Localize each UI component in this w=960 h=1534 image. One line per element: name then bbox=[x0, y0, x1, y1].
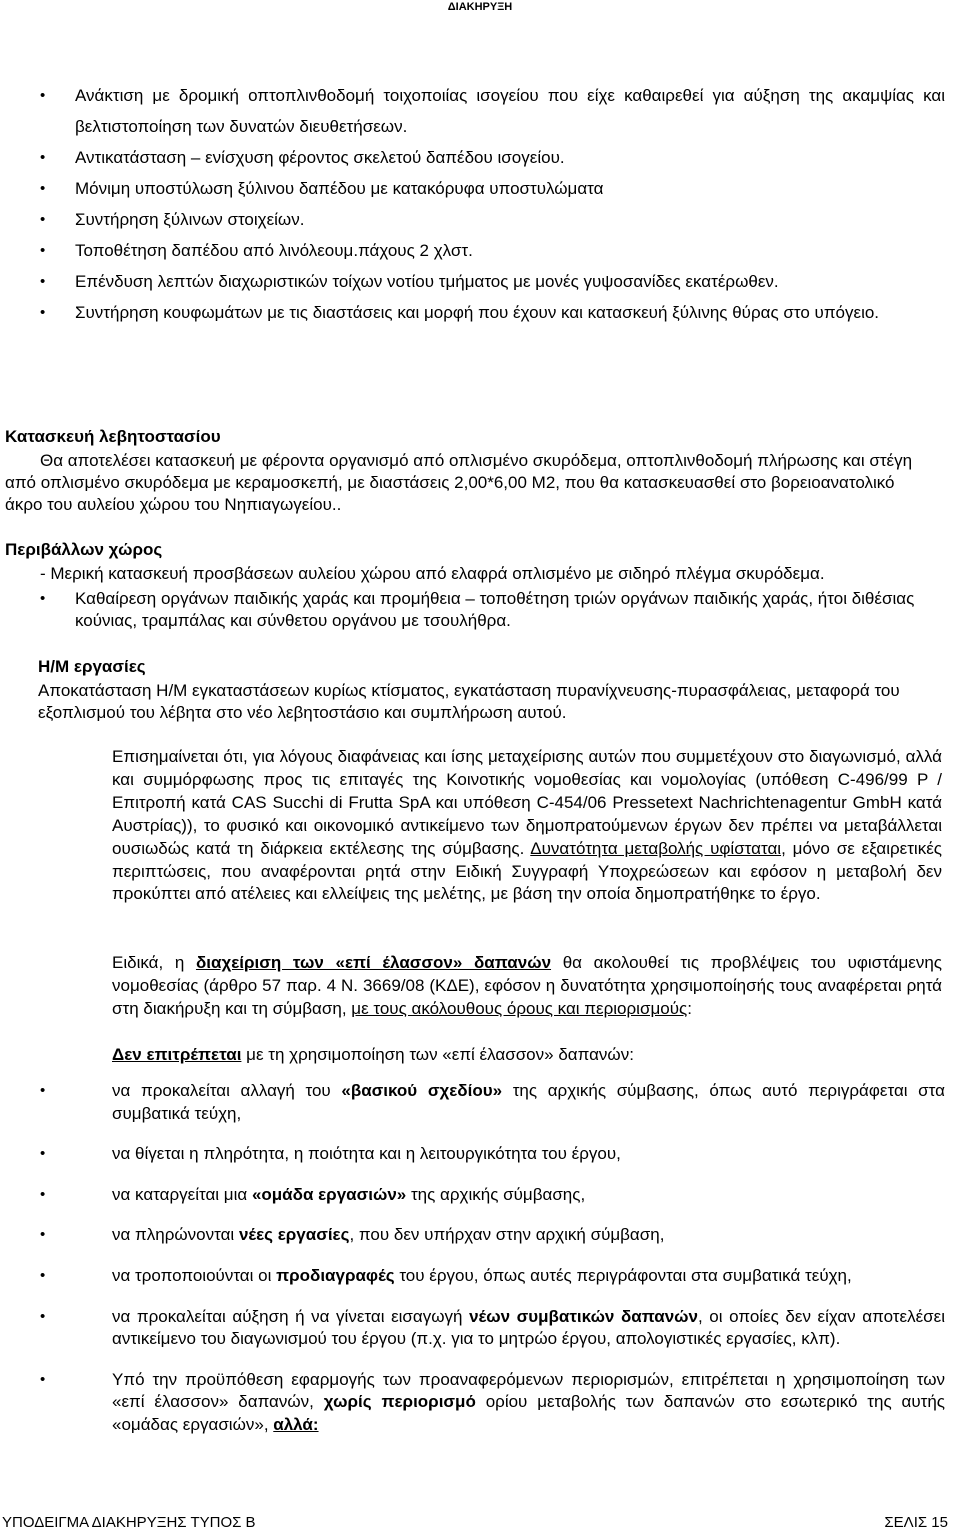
list-item: • Αντικατάσταση – ενίσχυση φέροντος σκελετού δαπέδου ισογείου. bbox=[40, 142, 945, 173]
restrictions-list bbox=[40, 1080, 945, 1455]
page-footer bbox=[2, 1514, 948, 1532]
bullet-icon: • bbox=[40, 590, 46, 607]
list-item: • Υπό την προϋπόθεση εφαρμογής των προαναφερόμενων περιορισμών, επιτρέπεται η χρησιμοποίηση των «επί έλασσον» δαπανών, χωρίς περιορισμό ορίου μεταβολής των δαπανών στο εσωτερικό της αυτής «ομάδας εργασιών», αλλά: bbox=[40, 1369, 945, 1437]
list-item: • Συντήρηση κουφωμάτων με τις διαστάσεις και μορφή που έχουν και κατασκευή ξύλινης θύρας στο υπόγειο. bbox=[40, 297, 945, 328]
electrical-title: Η/Μ εργασίες bbox=[38, 657, 146, 676]
list-item: • Συντήρηση ξύλινων στοιχείων. bbox=[40, 204, 945, 235]
list-item: • Τοποθέτηση δαπέδου από λινόλεουμ.πάχους 2 χλστ. bbox=[40, 235, 945, 266]
surroundings-title: Περιβάλλων χώρος bbox=[5, 540, 163, 559]
list-item: • να καταργείται μια «ομάδα εργασιών» της αρχικής σύμβασης, bbox=[40, 1184, 945, 1207]
list-item: • να προκαλείται αύξηση ή να γίνεται εισαγωγή νέων συμβατικών δαπανών, οι οποίες δεν είχαν αποτελέσει αντικείμενο του διαγωνισμού του έργου (π.χ. για το μητρώο έργου, απολογιστικές εργασίες, κλπ). bbox=[40, 1306, 945, 1351]
surroundings-bullet-text: Καθαίρεση οργάνων παιδικής χαράς και προμήθεια – τοποθέτηση τριών οργάνων παιδικής χαράς, ήτοι διθέσιας κούνιας, τραμπάλας και σύνθετου οργάνου με τσουλήθρα. bbox=[75, 589, 915, 630]
boiler-text: Θα αποτελέσει κατασκευή με φέροντα οργανισμό από οπλισμένο σκυρόδεμα, οπτοπλινθοδομή πλήρωσης και στέγη από οπλισμένο σκυρόδεμα με κεραμοσκεπή, με διαστάσεις 2,00*6,00 Μ2, που θα κατασκευασθεί στο βορειοανατολικό άκρο του αυλείου χώρου του Νηπιαγωγείου.. bbox=[5, 451, 913, 514]
page-number: ΣΕΛΙΣ 15 bbox=[884, 1514, 948, 1531]
list-item: • να θίγεται η πληρότητα, η ποιότητα και η λειτουργικότητα του έργου, bbox=[40, 1143, 945, 1166]
list-item: • να προκαλείται αλλαγή του «βασικού σχεδίου» της αρχικής σύμβασης, όπως αυτό περιγράφεται στα συμβατικά τεύχη, bbox=[40, 1080, 945, 1125]
surroundings-line: - Μερική κατασκευή προσβάσεων αυλείου χώρου από ελαφρά οπλισμένο με σιδηρό πλέγμα σκυρόδεμα. bbox=[40, 564, 825, 583]
note-paragraph-1: Επισημαίνεται ότι, για λόγους διαφάνειας και ίσης μεταχείρισης αυτών που συμμετέχουν στο διαγωνισμό, αλλά και συμμόρφωσης προς τις επιταγές της Κοινοτικής νομοθεσίας και νομολογίας (υπόθεση C-496/99 P / Επιτροπή κατά CAS Succhi di Frutta SpA και υπόθεση C-454/06 Pressetext Nachrichtenagentur GmbH κατά Αυστρίας)), το φυσικό και οικονομικό αντικείμενο των δημοπρατούμενων έργων δεν πρέπει να μεταβάλλεται ουσιωδώς κατά τη διάρκεια εκτέλεσης της σύμβασης. Δυνατότητα μεταβολής υφίσταται, μόνο σε εξαιρετικές περιπτώσεις, που αναφέρονται ρητά στην Ειδική Συγγραφή Υποχρεώσεων και εφόσον η μεταβολή δεν προκύπτει από ατέλειες και ελλείψεις της μελέτης, με βάση την οποία δημοπρατήθηκε το έργο. bbox=[112, 747, 942, 904]
boiler-title: Κατασκευή λεβητοστασίου bbox=[5, 427, 221, 446]
note-paragraph-2: Ειδικά, η διαχείριση των «επί έλασσον» δαπανών θα ακολουθεί τις προβλέψεις του υφιστάμενης νομοθεσίας (άρθρο 57 παρ. 4 Ν. 3669/08 (ΚΔΕ), εφόσον η δυνατότητα χρησιμοποίησής τους αναφέρεται ρητά στη διακήρυξη και τη σύμβαση, με τους ακόλουθους όρους και περιορισμούς: bbox=[112, 953, 942, 1018]
list-item: • Μόνιμη υποστύλωση ξύλινου δαπέδου με κατακόρυφα υποστυλώματα bbox=[40, 173, 945, 204]
document-header: ΔΙΑΚΗΡΥΞΗ bbox=[447, 1, 513, 13]
note-paragraph-3: Δεν επιτρέπεται με τη χρησιμοποίηση των «επί έλασσον» δαπανών: bbox=[112, 1045, 634, 1064]
list-item: • Ανάκτιση με δρομική οπτοπλινθοδομή τοιχοποιίας ισογείου που είχε καθαιρεθεί για αύξηση της ακαμψίας και βελτιστοποίηση των δυνατών διευθετήσεων. bbox=[40, 80, 945, 142]
surroundings-bullet bbox=[40, 588, 940, 632]
footer-document-type: ΥΠΟΔΕΙΓΜΑ ΔΙΑΚΗΡΥΞΗΣ ΤΥΠΟΣ Β bbox=[2, 1514, 256, 1531]
electrical-text: Αποκατάσταση Η/Μ εγκαταστάσεων κυρίως κτίσματος, εγκατάσταση πυρανίχνευσης-πυρασφάλειας, μεταφορά του εξοπλισμού του λέβητα στο νέο λεβητοστάσιο και συμπλήρωση αυτού. bbox=[38, 681, 900, 722]
list-item: • να τροποποιούνται οι προδιαγραφές του έργου, όπως αυτές περιγράφονται στα συμβατικά τεύχη, bbox=[40, 1265, 945, 1288]
works-list bbox=[40, 80, 945, 328]
list-item: • να πληρώνονται νέες εργασίες, που δεν υπήρχαν στην αρχική σύμβαση, bbox=[40, 1224, 945, 1247]
list-item: • Επένδυση λεπτών διαχωριστικών τοίχων νοτίου τμήματος με μονές γυψοσανίδες εκατέρωθεν. bbox=[40, 266, 945, 297]
